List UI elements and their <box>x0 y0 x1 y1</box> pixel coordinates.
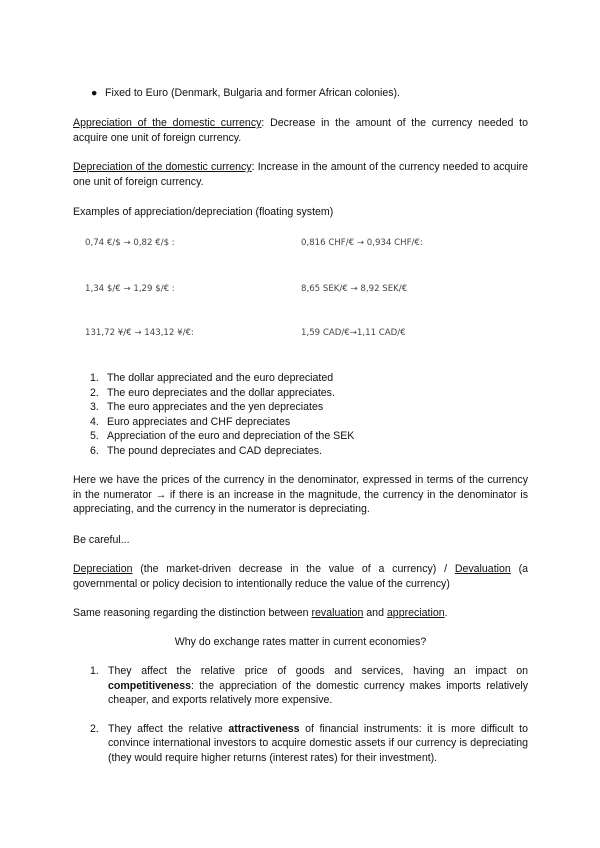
bullet-dot-icon: ● <box>91 87 98 99</box>
list-item: 1. They affect the relative price of goods and services, having an impact on competitiveness: the appreciation of the domestic currency makes imports relatively cheaper, and exports relatively more expensive. <box>90 665 528 706</box>
depreciation-term: Depreciation of the domestic currency <box>73 161 252 173</box>
example-cad: 1,59 CAD/€→1,11 CAD/€ <box>301 328 406 338</box>
depreciation-definition <box>73 160 528 189</box>
list-item: 6. The pound depreciates and CAD depreciates. <box>90 444 322 457</box>
bullet-item <box>91 87 400 99</box>
list-item: 3. The euro appreciates and the yen depreciates <box>90 401 324 413</box>
competitiveness-word: competitiveness <box>108 679 192 692</box>
appreciation-word: appreciation <box>386 607 445 619</box>
appreciation-text: : Decrease in the amount of the currency needed to acquire one unit of foreign currency. <box>73 117 528 144</box>
examples-grid <box>85 238 485 348</box>
distinction-paragraph: Depreciation (the market-driven decrease in the value of a currency) / Devaluation (a governmental or policy decision to intentionally reduce the value of the currency) <box>73 563 528 590</box>
depreciation-word: Depreciation <box>73 563 133 575</box>
explanation-paragraph: Here we have the prices of the currency in the denominator, expressed in terms of the currency in the numerator → if there is an increase in the magnitude, the currency in the denominator is appreciating, and the currency in the numerator is depreciating. <box>73 474 528 515</box>
example-usd-1: 0,74 €/$ → 0,82 €/$ : <box>85 238 175 248</box>
examples-heading: Examples of appreciation/depreciation (floating system) <box>73 206 334 218</box>
appreciation-definition <box>73 116 528 145</box>
devaluation-word: Devaluation <box>454 563 511 575</box>
example-usd-2: 1,34 $/€ → 1,29 $/€ : <box>85 284 175 294</box>
example-sek: 8,65 SEK/€ → 8,92 SEK/€ <box>301 284 408 294</box>
same-reasoning: Same reasoning regarding the distinction between revaluation and appreciation. <box>73 607 448 619</box>
question-heading: Why do exchange rates matter in current economies? <box>174 636 427 648</box>
list-item: 5. Appreciation of the euro and depreciation of the SEK <box>90 430 355 442</box>
be-careful: Be careful... <box>73 534 130 546</box>
bullet-text: Fixed to Euro (Denmark, Bulgaria and former African colonies). <box>105 87 400 99</box>
list-item: 1. The dollar appreciated and the euro depreciated <box>90 372 334 384</box>
example-jpy: 131,72 ¥/€ → 143,12 ¥/€: <box>85 328 194 338</box>
list-item: 2. They affect the relative attractiveness of financial instruments: it is more difficult to convince international investors to acquire domestic assets if our currency is depreciating (they would require higher returns (interest rates) for their investment). <box>90 722 528 764</box>
attractiveness-word: attractiveness <box>228 722 300 735</box>
example-chf: 0,816 CHF/€ → 0,934 CHF/€: <box>301 238 423 248</box>
list-item: 4. Euro appreciates and CHF depreciates <box>90 415 291 428</box>
depreciation-text: : Increase in the amount of the currency needed to acquire one unit of foreign currency. <box>73 161 528 188</box>
appreciation-term: Appreciation of the domestic currency <box>73 117 262 129</box>
revaluation-word: revaluation <box>311 607 364 619</box>
answers-list <box>90 371 510 458</box>
list-item: 2. The euro depreciates and the dollar appreciates. <box>90 386 335 399</box>
reasons-list <box>90 664 528 765</box>
